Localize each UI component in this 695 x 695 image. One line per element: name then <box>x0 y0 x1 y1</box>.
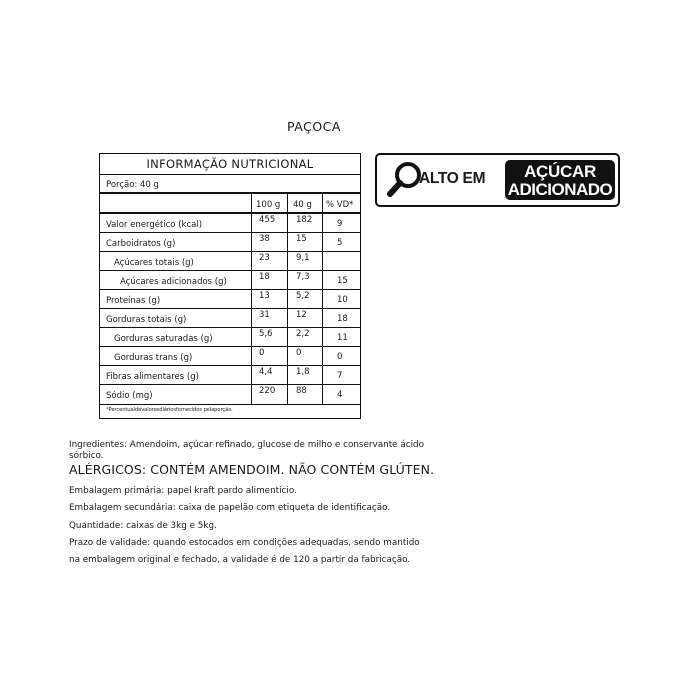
value-per-portion: 5,2 <box>296 291 310 301</box>
ingredients-text: Ingredientes: Amendoim, açúcar refinado, glucose de milho e conservante ácido sórbico. <box>69 440 424 461</box>
nutrition-table-title: INFORMAÇÃO NUTRICIONAL <box>146 157 314 171</box>
nutrition-footnote: *Percentualdevaloresdiáriosfornecidos pelaporção. <box>106 407 233 413</box>
nutrient-label: Açúcares adicionados (g) <box>120 277 227 287</box>
value-per-100g: 38 <box>259 234 270 244</box>
nutrition-row <box>100 271 352 290</box>
column-divider <box>251 194 252 404</box>
value-per-portion: 9,1 <box>296 253 310 263</box>
value-per-portion: 12 <box>296 310 307 320</box>
nutrient-label: Sódio (mg) <box>106 391 153 401</box>
nutrition-row <box>100 366 352 385</box>
allergens-statement: ALÉRGICOS: CONTÉM AMENDOIM. NÃO CONTÉM GLÚTEN. <box>69 462 435 477</box>
product-title: PAÇOCA <box>287 119 341 134</box>
value-per-portion: 1,8 <box>296 367 310 377</box>
value-per-100g: 23 <box>259 253 270 263</box>
value-per-100g: 4,4 <box>259 367 273 377</box>
badge-line1: AÇÚCAR <box>524 162 596 181</box>
daily-value-percent: 7 <box>337 371 343 381</box>
column-header-40g: 40 g <box>293 200 312 210</box>
nutrient-label: Fibras alimentares (g) <box>106 372 199 382</box>
value-per-100g: 18 <box>259 272 270 282</box>
nutrition-row <box>100 252 352 271</box>
divider <box>100 404 360 405</box>
daily-value-percent: 18 <box>337 314 348 324</box>
value-per-100g: 220 <box>259 386 276 396</box>
value-per-portion: 2,2 <box>296 329 310 339</box>
nutrition-row <box>100 328 352 347</box>
value-per-portion: 15 <box>296 234 307 244</box>
value-per-100g: 31 <box>259 310 270 320</box>
nutrient-label: Gorduras saturadas (g) <box>114 334 213 344</box>
value-per-100g: 13 <box>259 291 270 301</box>
nutrition-facts-table <box>99 153 361 419</box>
nutrient-label: Açúcares totais (g) <box>114 258 194 268</box>
badge-line2: ADICIONADO <box>507 180 613 199</box>
column-divider <box>322 194 323 404</box>
primary-packaging-text: Embalagem primária: papel kraft pardo alimentício. <box>69 486 297 496</box>
nutrition-row <box>100 233 352 252</box>
value-per-portion: 182 <box>296 215 313 225</box>
daily-value-percent: 4 <box>337 390 343 400</box>
nutrient-label: Gorduras totais (g) <box>106 315 187 325</box>
daily-value-percent: 5 <box>337 238 343 248</box>
badge-high-in-label: ALTO EM <box>419 170 486 187</box>
nutrient-label: Valor energético (kcal) <box>106 220 203 230</box>
quantity-text: Quantidade: caixas de 3kg e 5kg. <box>69 521 217 531</box>
value-per-portion: 7,3 <box>296 272 310 282</box>
high-added-sugar-warning-badge <box>375 153 620 207</box>
nutrient-label: Gorduras trans (g) <box>114 353 193 363</box>
divider <box>100 174 360 175</box>
shelf-life-text-line1: Prazo de validade: quando estocados em condições adequadas, sendo mantido <box>69 538 420 548</box>
nutrition-row <box>100 309 352 328</box>
value-per-100g: 5,6 <box>259 329 273 339</box>
nutrition-row <box>100 214 352 233</box>
value-per-100g: 0 <box>259 348 265 358</box>
nutrition-row <box>100 385 352 404</box>
nutrient-label: Proteínas (g) <box>106 296 161 306</box>
column-header-vd: % VD* <box>326 200 354 210</box>
daily-value-percent: 10 <box>337 295 348 305</box>
badge-nutrient-box <box>505 160 615 200</box>
daily-value-percent: 11 <box>337 333 348 343</box>
nutrition-row <box>100 347 352 366</box>
secondary-packaging-text: Embalagem secundária: caixa de papelão com etiqueta de identificação. <box>69 503 391 513</box>
value-per-portion: 88 <box>296 386 307 396</box>
daily-value-percent: 0 <box>337 352 343 362</box>
shelf-life-text-line2: na embalagem original e fechado, a validade é de 120 a partir da fabricação. <box>69 555 411 565</box>
column-header-100g: 100 g <box>256 200 281 210</box>
daily-value-percent: 15 <box>337 276 348 286</box>
portion-size: Porção: 40 g <box>106 180 159 190</box>
nutrient-label: Carboidratos (g) <box>106 239 176 249</box>
divider <box>100 192 360 194</box>
daily-value-percent: 9 <box>337 219 343 229</box>
value-per-portion: 0 <box>296 348 302 358</box>
value-per-100g: 455 <box>259 215 276 225</box>
column-divider <box>287 194 288 404</box>
nutrition-row <box>100 290 352 309</box>
